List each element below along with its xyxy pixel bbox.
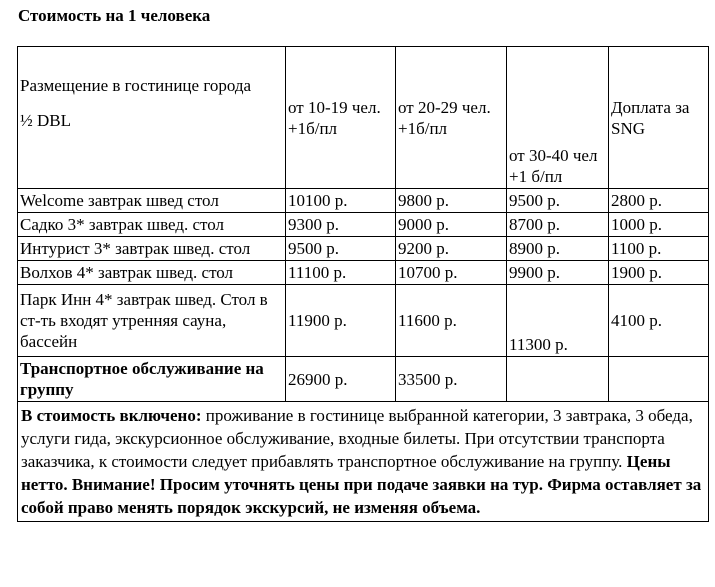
transport-row xyxy=(18,357,709,402)
price-10-19: 10100 р. xyxy=(286,189,396,213)
hotel-name: Волхов 4* завтрак швед. стол xyxy=(18,261,286,285)
price-sng: 1100 р. xyxy=(609,237,709,261)
notes-row xyxy=(18,402,709,522)
price-10-19: 11900 р. xyxy=(286,285,396,357)
price-sng: 2800 р. xyxy=(609,189,709,213)
hotel-name: Садко 3* завтрак швед. стол xyxy=(18,213,286,237)
price-20-29: 9200 р. xyxy=(396,237,507,261)
page-title: Стоимость на 1 человека xyxy=(18,6,211,25)
table-header-row xyxy=(18,47,709,189)
header-group-30-40: от 30-40 чел +1 б/пл xyxy=(507,47,609,189)
hotel-name: Welcome завтрак швед стол xyxy=(18,189,286,213)
header-group-10-19: от 10-19 чел. +1б/пл xyxy=(286,47,396,189)
table-row xyxy=(18,189,709,213)
notes-cell xyxy=(18,402,709,522)
price-30-40: 11300 р. xyxy=(507,285,609,357)
price-20-29: 11600 р. xyxy=(396,285,507,357)
table-row xyxy=(18,261,709,285)
price-30-40: 8700 р. xyxy=(507,213,609,237)
header-group-20-29: от 20-29 чел. +1б/пл xyxy=(396,47,507,189)
transport-price-sng xyxy=(609,357,709,402)
header-sng-surcharge: Доплата за SNG xyxy=(609,47,709,189)
price-10-19: 11100 р. xyxy=(286,261,396,285)
price-30-40: 8900 р. xyxy=(507,237,609,261)
header-accommodation xyxy=(18,47,286,189)
included-label: В стоимость включено: xyxy=(21,406,202,425)
table-row xyxy=(18,213,709,237)
price-sng: 4100 р. xyxy=(609,285,709,357)
transport-price-30-40 xyxy=(507,357,609,402)
table-row xyxy=(18,285,709,357)
hotel-name: Интурист 3* завтрак швед. стол xyxy=(18,237,286,261)
price-20-29: 9000 р. xyxy=(396,213,507,237)
price-table xyxy=(17,46,709,522)
price-sng: 1000 р. xyxy=(609,213,709,237)
price-10-19: 9500 р. xyxy=(286,237,396,261)
included-text: проживание в гостинице выбранной категории, 3 завтрака, 3 обеда, услуги гида, экскурсионное обслуживание, входные билеты. При отсутствии транспорта заказчика, к стоимости следует прибавлять транспортное обслуживание на группу. xyxy=(21,406,693,471)
price-20-29: 9800 р. xyxy=(396,189,507,213)
price-sng: 1900 р. xyxy=(609,261,709,285)
header-accommodation-label: Размещение в гостинице города xyxy=(20,76,252,95)
price-30-40: 9900 р. xyxy=(507,261,609,285)
price-30-40: 9500 р. xyxy=(507,189,609,213)
transport-label: Транспортное обслуживание на группу xyxy=(18,357,286,402)
price-10-19: 9300 р. xyxy=(286,213,396,237)
header-room-type: ½ DBL xyxy=(20,111,71,130)
transport-price-10-19: 26900 р. xyxy=(286,357,396,402)
attention-text: Внимание! Просим уточнять цены при подаче заявки на тур. Фирма оставляет за собой право менять порядок экскурсий, не изменяя объема. xyxy=(21,475,702,517)
price-20-29: 10700 р. xyxy=(396,261,507,285)
hotel-name: Парк Инн 4* завтрак швед. Стол в ст-ть входят утренняя сауна, бассейн xyxy=(18,285,286,357)
transport-price-20-29: 33500 р. xyxy=(396,357,507,402)
table-row xyxy=(18,237,709,261)
net-prices-label: Цены нетто. xyxy=(21,452,671,494)
